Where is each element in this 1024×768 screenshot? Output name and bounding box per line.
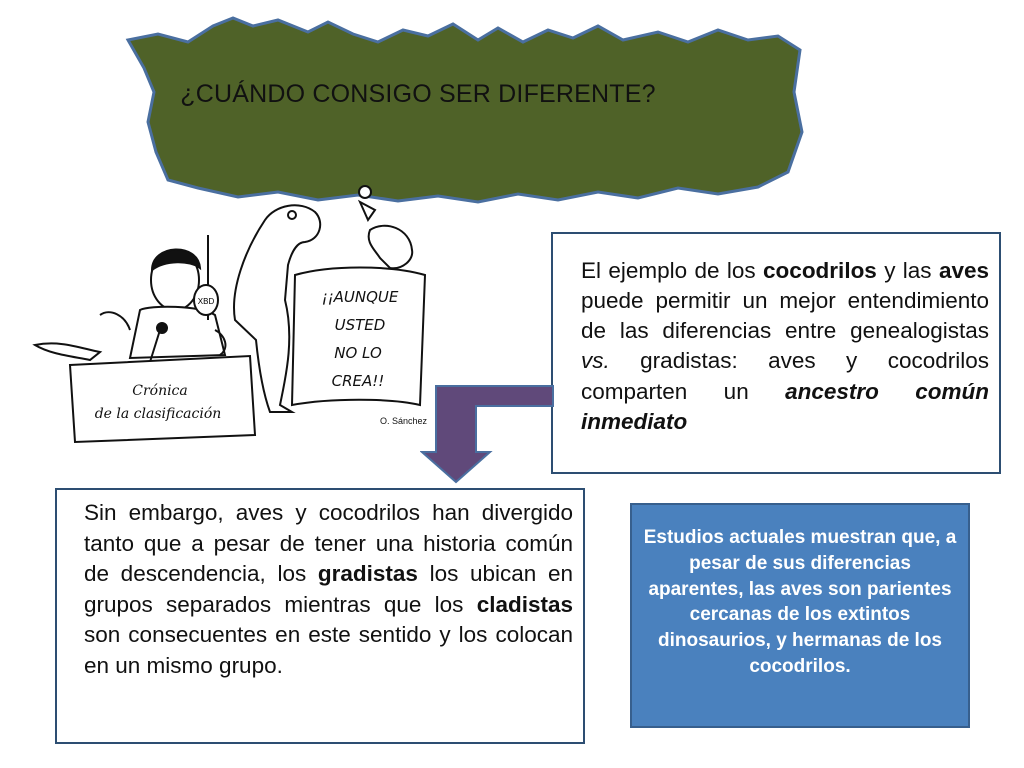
box-left-bold-cladistas: cladistas [476,591,573,617]
box-right-bold-cocodrilos: cocodrilos [763,258,877,283]
box-right-text-2: y las [876,258,939,283]
crocodiles-birds-box [551,232,1001,474]
box-left-text-2: los ubican en grupos separados mientras que los [84,561,573,617]
sign-text-line4: CREA!! [331,372,385,390]
bird-drawing [360,202,412,268]
sign-text-line2: USTED [334,316,386,334]
mic-icon [157,323,167,333]
sign-text-line3: NO LO [334,344,382,362]
current-studies-text: Estudios actuales muestran que, a pesar de sus diferencias aparentes, las aves son parientes cercanas de los extintos dinosaurios, y hermanas de los cocodrilos. [643,527,957,678]
box-right-italic-vs: vs. [581,348,610,374]
mic-tag: XBD [197,297,215,306]
desk-shape [70,356,255,442]
box-right-text-3: puede permitir un mejor entendimiento de las diferencias entre genealogistas [581,288,989,344]
box-right-text-4: gradistas: aves y cocodrilos comparten un [581,348,989,404]
page-title: ¿CUÁNDO CONSIGO SER DIFERENTE? [180,80,656,108]
box-right-bold-italic-ancestro: ancestro común inmediato [581,378,989,434]
box-left-bold-gradistas: gradistas [317,561,418,587]
sign-text-line1: ¡¡AUNQUE [321,288,399,306]
down-arrow-icon [420,380,554,484]
desk-text-line2: de la clasificación [94,406,222,422]
dinosaur-eye [288,211,296,219]
current-studies-box [630,503,970,728]
gradists-cladists-box [55,488,585,744]
box-left-text-3: son consecuentes en este sentido y los colocan en un mismo grupo. [84,622,573,678]
cartoon-illustration [30,180,450,455]
arrow-shape [422,386,553,482]
box-left-text-1: Sin embargo, aves y cocodrilos han divergido tanto que a pesar de tener una historia común de descendencia, los [84,500,573,587]
desk-text-line1: Crónica [132,383,188,399]
tail-drawing [35,343,100,360]
cartoon-signature: O. Sánchez [380,416,428,426]
box-right-bold-aves: aves [938,258,989,283]
bird-eye [359,186,371,198]
banner-shape [128,18,802,202]
box-right-text-1: El ejemplo de los [581,258,764,283]
